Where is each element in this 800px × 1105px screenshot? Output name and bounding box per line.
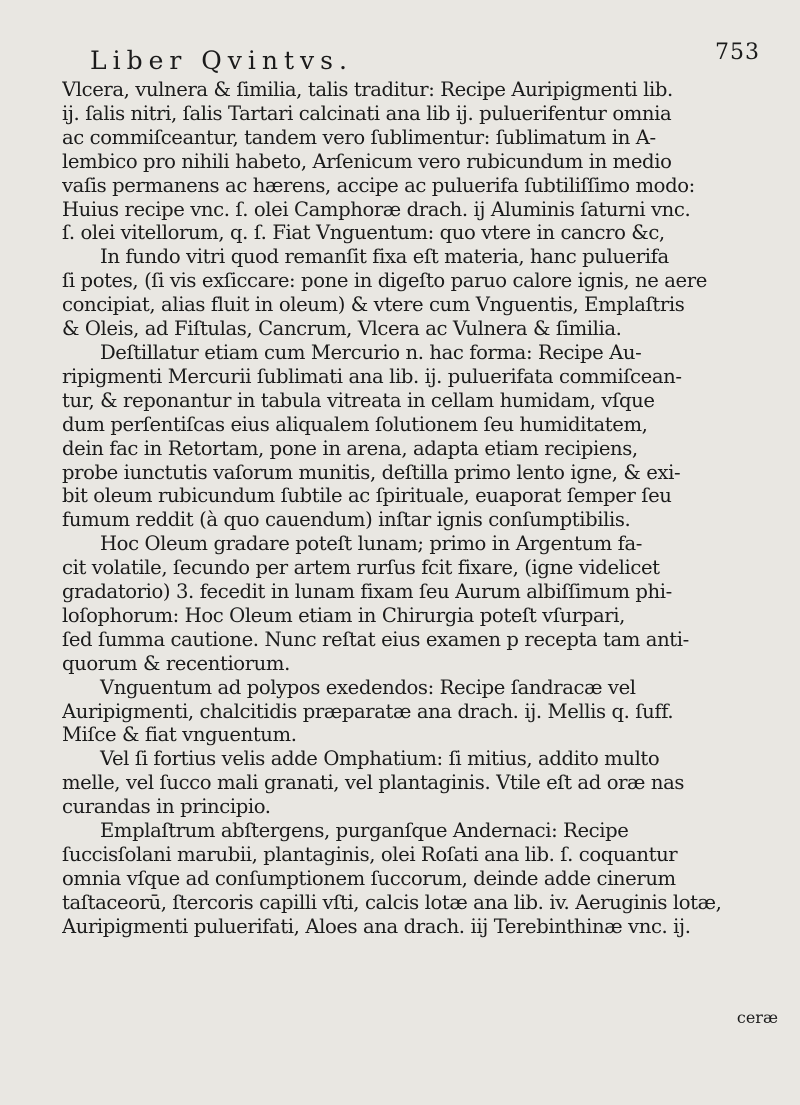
text-line: ſi potes, (ſi vis exſiccare: pone in digeſto paruo calore ignis, ne aere bbox=[62, 269, 707, 293]
text-line: Vnguentum ad polypos exedendos: Recipe ſandracæ vel bbox=[100, 675, 636, 699]
running-head: Liber Qvintvs. bbox=[90, 46, 353, 75]
text-line: Vel ſi fortius velis adde Omphatium: ſi mitius, addito multo bbox=[100, 747, 660, 771]
text-line: quorum & recentiorum. bbox=[62, 651, 290, 675]
text-line: dein fac in Retortam, pone in arena, adapta etiam recipiens, bbox=[62, 436, 638, 460]
catchword: ceræ bbox=[736, 1008, 778, 1027]
text-line: In fundo vitri quod remanſit fixa eſt materia, hanc puluerifa bbox=[100, 245, 669, 269]
text-line: Auripigmenti puluerifati, Aloes ana drach. iij Terebinthinæ vnc. ij. bbox=[62, 914, 691, 938]
text-line: Huius recipe vnc. ſ. olei Camphoræ drach. ij Aluminis ſaturni vnc. bbox=[62, 197, 691, 221]
text-line: & Oleis, ad Fiſtulas, Cancrum, Vlcera ac Vulnera & ſimilia. bbox=[62, 317, 622, 341]
text-line: dum perſentiſcas eius aliqualem ſolutionem ſeu humiditatem, bbox=[62, 412, 648, 436]
text-line: loſophorum: Hoc Oleum etiam in Chirurgia poteſt vſurpari, bbox=[62, 603, 625, 627]
text-line: ſ. olei vitellorum, q. ſ. Fiat Vnguentum: quo vtere in cancro &c, bbox=[62, 221, 665, 245]
page-number: 753 bbox=[715, 40, 760, 65]
text-line: taſtaceorū, ſtercoris capilli vſti, calcis lotæ ana lib. iv. Aeruginis lotæ, bbox=[62, 890, 722, 914]
text-line: curandas in principio. bbox=[62, 795, 271, 819]
text-line: ſed ſumma cautione. Nunc reſtat eius examen p recepta tam anti- bbox=[62, 627, 689, 651]
page-header bbox=[60, 40, 770, 80]
text-line: Auripigmenti, chalcitidis præparatæ ana drach. ij. Mellis q. ſuff. bbox=[62, 699, 674, 723]
text-line: Miſce & fiat vnguentum. bbox=[62, 723, 297, 747]
text-line: vaſis permanens ac hærens, accipe ac puluerifa ſubtiliſſimo modo: bbox=[62, 173, 695, 197]
text-line: omnia vſque ad conſumptionem ſuccorum, deinde adde cinerum bbox=[62, 866, 676, 890]
text-line: gradatorio) 3. fecedit in lunam fixam ſeu Aurum albiſſimum phi- bbox=[62, 580, 672, 604]
text-line: melle, vel ſucco mali granati, vel plantaginis. Vtile eſt ad oræ nas bbox=[62, 771, 685, 795]
text-line: ripigmenti Mercurii ſublimati ana lib. ij. puluerifata commiſcean- bbox=[62, 364, 682, 388]
text-line: ac commiſceantur, tandem vero ſublimentur: ſublimatum in A- bbox=[62, 125, 656, 149]
text-line: ſuccisſolani marubii, plantaginis, olei Roſati ana lib. ſ. coquantur bbox=[62, 843, 678, 866]
body-text bbox=[62, 78, 762, 939]
text-line: bit oleum rubicundum ſubtile ac ſpirituale, euaporat ſemper ſeu bbox=[62, 484, 672, 508]
text-line: concipiat, alias fluit in oleum) & vtere cum Vnguentis, Emplaſtris bbox=[62, 293, 685, 317]
text-line: Hoc Oleum gradare poteſt lunam; primo in Argentum fa- bbox=[100, 532, 643, 556]
text-line: cit volatile, ſecundo per artem rurſus fcit fixare, (igne videlicet bbox=[62, 556, 660, 580]
text-line: Emplaſtrum abſtergens, purganſque Andernaci: Recipe bbox=[100, 819, 629, 843]
text-line: Vlcera, vulnera & ſimilia, talis traditur: Recipe Auripigmenti lib. bbox=[62, 78, 673, 101]
text-line: lembico pro nihili habeto, Arſenicum vero rubicundum in medio bbox=[62, 149, 672, 173]
text-line: tur, & reponantur in tabula vitreata in cellam humidam, vſque bbox=[62, 388, 655, 412]
text-line: probe iunctutis vaſorum munitis, deſtilla primo lento igne, & exi- bbox=[62, 460, 681, 484]
text-line: Deſtillatur etiam cum Mercurio n. hac forma: Recipe Au- bbox=[100, 340, 642, 364]
text-line: fumum reddit (à quo cauendum) inſtar ignis conſumptibilis. bbox=[62, 508, 631, 532]
text-line: ij. ſalis nitri, ſalis Tartari calcinati ana lib ij. puluerifentur omnia bbox=[62, 101, 672, 125]
